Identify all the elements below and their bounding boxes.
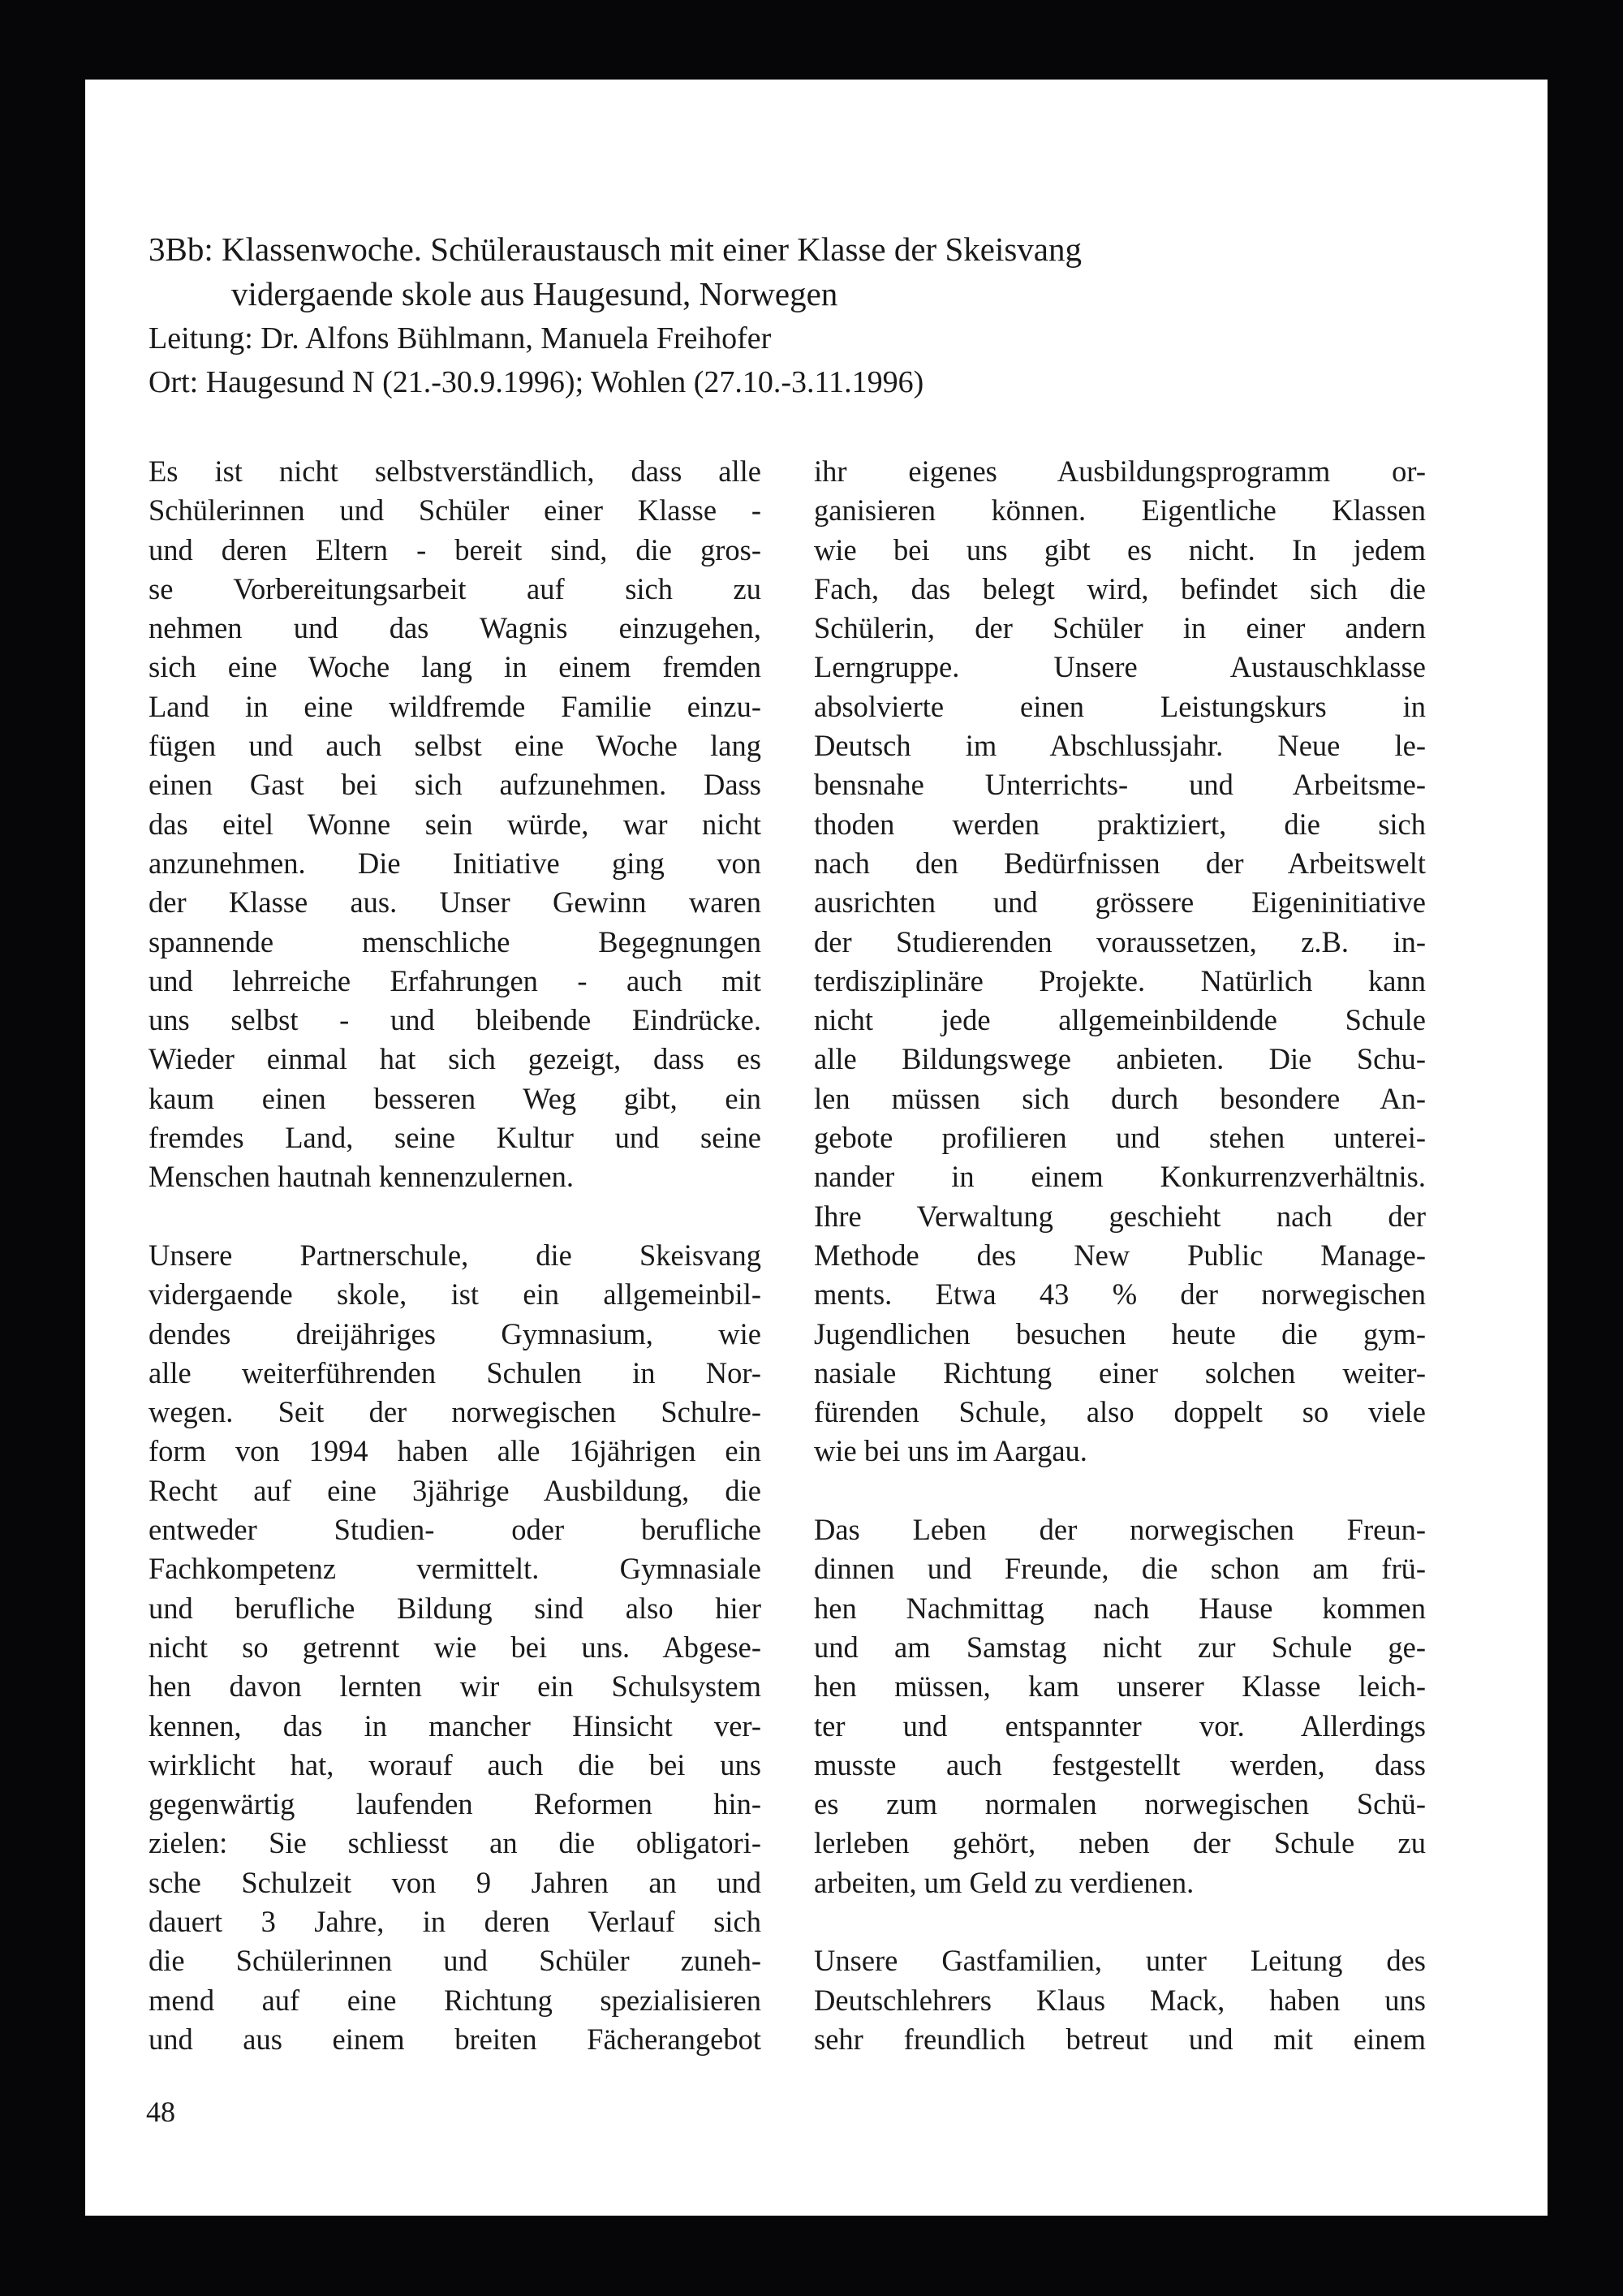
text-line: hen müssen, kam unserer Klasse leich- <box>814 1669 1426 1704</box>
paragraph <box>814 1941 1426 2059</box>
text-line: ter und entspannter vor. Allerdings <box>814 1708 1426 1742</box>
text-line: es zum normalen norwegischen Schü- <box>814 1787 1426 1821</box>
text-line: absolvierte einen Leistungskurs in <box>814 689 1426 723</box>
text-line: zielen: Sie schliesst an die obligatori- <box>149 1826 761 1860</box>
text-line: Jugendlichen besuchen heute die gym- <box>814 1316 1426 1350</box>
text-line: Fach, das belegt wird, befindet sich die <box>814 571 1426 605</box>
text-line: das eitel Wonne sein würde, war nicht <box>149 807 761 841</box>
text-line: die Schülerinnen und Schüler zuneh- <box>149 1944 761 1978</box>
text-line: hen davon lernten wir ein Schulsystem <box>149 1669 761 1704</box>
text-line: Wieder einmal hat sich gezeigt, dass es <box>149 1042 761 1076</box>
text-line: hen Nachmittag nach Hause kommen <box>814 1591 1426 1625</box>
text-line: kaum einen besseren Weg gibt, ein <box>149 1081 761 1115</box>
text-line: Unsere Gastfamilien, unter Leitung des <box>814 1944 1426 1978</box>
text-line: Es ist nicht selbstverständlich, dass alle <box>149 454 761 488</box>
text-line: der Studierenden voraussetzen, z.B. in- <box>814 924 1426 958</box>
left-column <box>149 452 761 2098</box>
text-line: sich eine Woche lang in einem fremden <box>149 650 761 684</box>
text-line: und aus einem breiten Fächerangebot <box>149 2022 761 2056</box>
text-line: kennen, das in mancher Hinsicht ver- <box>149 1708 761 1742</box>
text-line: bensnahe Unterrichts- und Arbeitsme- <box>814 768 1426 802</box>
text-line: form von 1994 haben alle 16jährigen ein <box>149 1434 761 1468</box>
right-column <box>814 452 1426 2098</box>
text-line: Deutschlehrers Klaus Mack, haben uns <box>814 1983 1426 2017</box>
text-line: fremdes Land, seine Kultur und seine <box>149 1121 761 1155</box>
text-line: gegenwärtig laufenden Reformen hin- <box>149 1787 761 1821</box>
text-line: Schülerinnen und Schüler einer Klasse - <box>149 493 761 528</box>
text-line: dendes dreijähriges Gymnasium, wie <box>149 1316 761 1350</box>
text-line: arbeiten, um Geld zu verdienen. <box>814 1865 1195 1899</box>
text-line: und lehrreiche Erfahrungen - auch mit <box>149 963 761 997</box>
title-line-1: 3Bb: Klassenwoche. Schüleraustausch mit einer Klasse der Skeisvang <box>149 230 1083 268</box>
text-line: dinnen und Freunde, die schon am frü- <box>814 1552 1426 1586</box>
text-line: wegen. Seit der norwegischen Schulre- <box>149 1395 761 1429</box>
text-line: Land in eine wildfremde Familie einzu- <box>149 689 761 723</box>
leitung-line: Leitung: Dr. Alfons Bühlmann, Manuela Freihofer <box>149 321 772 355</box>
text-line: ganisieren können. Eigentliche Klassen <box>814 493 1426 528</box>
text-line: fügen und auch selbst eine Woche lang <box>149 729 761 763</box>
ort-line: Ort: Haugesund N (21.-30.9.1996); Wohlen (27.10.-3.11.1996) <box>149 365 924 399</box>
paragraph <box>149 452 761 1197</box>
text-line: alle Bildungswege anbieten. Die Schu- <box>814 1042 1426 1076</box>
text-line: vidergaende skole, ist ein allgemeinbil- <box>149 1277 761 1312</box>
text-line: entweder Studien- oder berufliche <box>149 1513 761 1547</box>
text-line: nander in einem Konkurrenzverhältnis. <box>814 1160 1426 1194</box>
text-line: Das Leben der norwegischen Freun- <box>814 1513 1426 1547</box>
text-line: gebote profilieren und stehen unterei- <box>814 1121 1426 1155</box>
text-line: und deren Eltern - bereit sind, die gros- <box>149 532 761 566</box>
text-line: mend auf eine Richtung spezialisieren <box>149 1983 761 2017</box>
text-line: nach den Bedürfnissen der Arbeitswelt <box>814 846 1426 880</box>
text-line: terdisziplinäre Projekte. Natürlich kann <box>814 963 1426 997</box>
text-line: ihr eigenes Ausbildungsprogramm or- <box>814 454 1426 488</box>
title-line-2: vidergaende skole aus Haugesund, Norwegen <box>231 275 838 312</box>
text-line: musste auch festgestellt werden, dass <box>814 1747 1426 1781</box>
article-header <box>149 227 1447 404</box>
text-line: sche Schulzeit von 9 Jahren an und <box>149 1865 761 1899</box>
paragraph <box>814 452 1426 1471</box>
text-line: nicht jede allgemeinbildende Schule <box>814 1003 1426 1037</box>
text-line: fürenden Schule, also doppelt so viele <box>814 1395 1426 1429</box>
text-line: sehr freundlich betreut und mit einem <box>814 2022 1426 2056</box>
text-line: Lerngruppe. Unsere Austauschklasse <box>814 650 1426 684</box>
text-line: und am Samstag nicht zur Schule ge- <box>814 1630 1426 1664</box>
text-line: spannende menschliche Begegnungen <box>149 924 761 958</box>
article-title <box>149 227 1447 317</box>
text-line: Deutsch im Abschlussjahr. Neue le- <box>814 729 1426 763</box>
text-line: ments. Etwa 43 % der norwegischen <box>814 1277 1426 1312</box>
text-line: Recht auf eine 3jährige Ausbildung, die <box>149 1473 761 1507</box>
text-line: Unsere Partnerschule, die Skeisvang <box>149 1238 761 1272</box>
text-line: Methode des New Public Manage- <box>814 1238 1426 1272</box>
text-line: Schülerin, der Schüler in einer andern <box>814 611 1426 645</box>
text-line: nicht so getrennt wie bei uns. Abgese- <box>149 1630 761 1664</box>
paragraph <box>814 1510 1426 1902</box>
text-line: wirklicht hat, worauf auch die bei uns <box>149 1747 761 1781</box>
text-line: wie bei uns im Aargau. <box>814 1434 1087 1468</box>
paragraph <box>149 1236 761 2059</box>
text-line: nehmen und das Wagnis einzugehen, <box>149 611 761 645</box>
page-number: 48 <box>146 2096 175 2128</box>
text-line: len müssen sich durch besondere An- <box>814 1081 1426 1115</box>
text-line: wie bei uns gibt es nicht. In jedem <box>814 532 1426 566</box>
text-line: se Vorbereitungsarbeit auf sich zu <box>149 571 761 605</box>
text-line: dauert 3 Jahre, in deren Verlauf sich <box>149 1904 761 1938</box>
text-line: lerleben gehört, neben der Schule zu <box>814 1826 1426 1860</box>
text-line: anzunehmen. Die Initiative ging von <box>149 846 761 880</box>
text-line: alle weiterführenden Schulen in Nor- <box>149 1355 761 1389</box>
document-page <box>85 80 1548 2216</box>
text-line: Fachkompetenz vermittelt. Gymnasiale <box>149 1552 761 1586</box>
text-line: ausrichten und grössere Eigeninitiative <box>814 885 1426 920</box>
text-line: Ihre Verwaltung geschieht nach der <box>814 1199 1426 1233</box>
text-line: nasiale Richtung einer solchen weiter- <box>814 1355 1426 1389</box>
text-line: einen Gast bei sich aufzunehmen. Dass <box>149 768 761 802</box>
text-line: der Klasse aus. Unser Gewinn waren <box>149 885 761 920</box>
text-line: Menschen hautnah kennenzulernen. <box>149 1160 574 1194</box>
text-line: uns selbst - und bleibende Eindrücke. <box>149 1003 761 1037</box>
text-line: und berufliche Bildung sind also hier <box>149 1591 761 1625</box>
text-line: thoden werden praktiziert, die sich <box>814 807 1426 841</box>
